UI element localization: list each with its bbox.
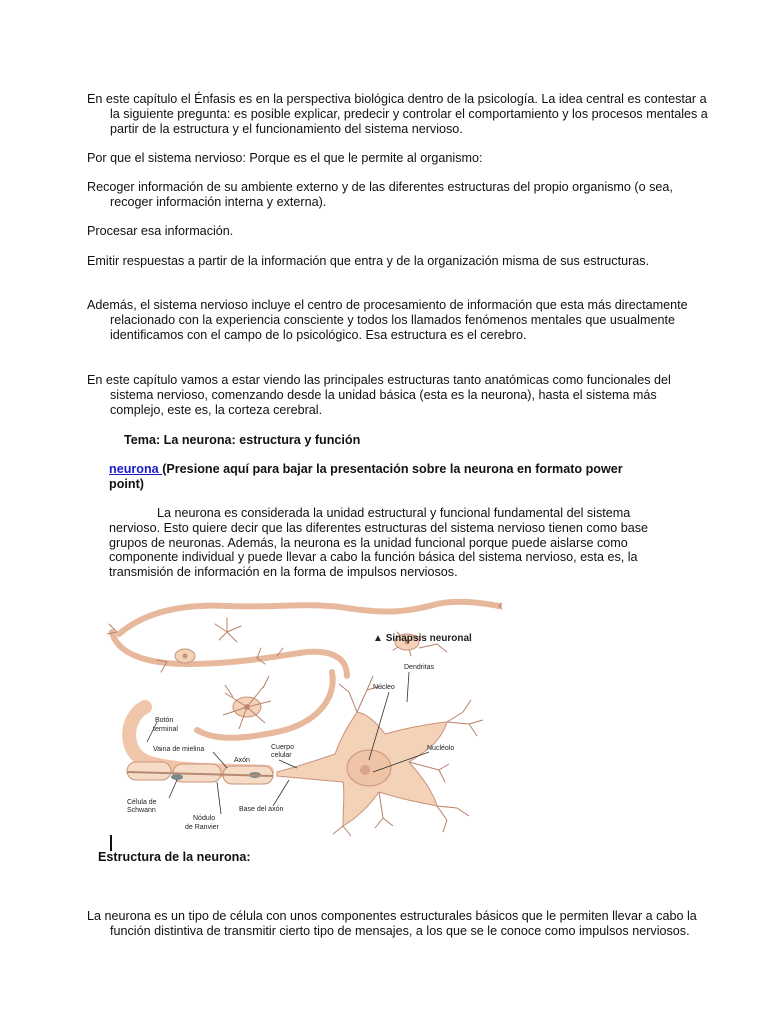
celula-label: Célula de xyxy=(127,799,157,806)
intro-paragraph: En este capítulo el Énfasis es en la perspectiva biológica dentro de la psicología. La idea central es contestar a la siguiente pregunta: es posible explicar, predecir y controlar el comportamiento y los procesos mentales a partir de la estructura y el funcionamiento del sistema nervioso. xyxy=(87,92,708,136)
sinapsis-arrow-icon: ▲ xyxy=(373,633,386,644)
dendritas-label: Dendritas xyxy=(404,664,434,671)
neuron-definition-paragraph: La neurona es considerada la unidad estructural y funcional fundamental del sistema nervioso. Esto quiere decir que las diferentes estructuras del sistema nervioso tienen como base grupos de neuronas. Además, la neurona es la unidad funcional porque puede aislarse como componente individual y puede llevar a cabo la función básica del sistema nervioso, esta es, la transmisión de información en la forma de impulsos nerviosos. xyxy=(109,506,649,580)
ranvier-label: de Ranvier xyxy=(185,824,219,831)
text-cursor xyxy=(110,835,112,851)
chapter-overview-paragraph: En este capítulo vamos a estar viendo las principales estructuras tanto anatómicas como funcionales del sistema nervioso, comenzando desde la unidad básica (esta es la neurona), hasta el sistema más complejo, este es, la corteza cerebral. xyxy=(87,373,671,417)
topic-heading: Tema: La neurona: estructura y función xyxy=(124,433,361,447)
collect-info-paragraph: Recoger información de su ambiente externo y de las diferentes estructuras del propio organismo (o sea, recoger información interna y externa). xyxy=(87,180,673,209)
why-nervous-system-paragraph: Por que el sistema nervioso: Porque es el que le permite al organismo: xyxy=(87,151,483,165)
emit-responses-paragraph: Emitir respuestas a partir de la información que entra y de la organización misma de sus estructuras. xyxy=(87,254,650,268)
base-axon-label: Base del axón xyxy=(239,806,284,813)
presentation-link-line xyxy=(109,462,649,492)
vaina-label: Vaina de mielina xyxy=(153,746,205,753)
top-axon xyxy=(119,602,499,634)
neuron-diagram xyxy=(107,592,502,837)
cuerpo-label: Cuerpo xyxy=(271,744,294,751)
axon-label: Axón xyxy=(234,757,250,764)
boton-label: Botón xyxy=(155,717,174,724)
middle-loop-axon xyxy=(197,672,333,738)
upper-loop-axon xyxy=(112,632,347,676)
nucleolo-label: Nucléolo xyxy=(427,745,455,752)
brain-paragraph: Además, el sistema nervioso incluye el centro de procesamiento de información que esta más directamente relacionado con la experiencia consciente y todos los llamados fenómenos mentales que usualmente identificamos con el campo de lo psicológico. Esa estructura es el cerebro. xyxy=(87,298,688,342)
schwann-label: Schwann xyxy=(127,807,156,814)
terminal-label: terminal xyxy=(153,726,178,733)
nodulo-label: Nódulo xyxy=(193,815,216,822)
section-heading: Estructura de la neurona: xyxy=(98,850,251,864)
sinapsis-label xyxy=(373,633,472,644)
celular-label: celular xyxy=(271,752,292,759)
sinapsis-text: Sinapsis neuronal xyxy=(385,633,472,644)
cell-body xyxy=(277,676,483,836)
presentation-link-note: (Presione aquí para bajar la presentación sobre la neurona en formato power point) xyxy=(109,462,623,491)
nucleo-label: Núcleo xyxy=(373,684,395,691)
neurona-link[interactable]: neurona xyxy=(109,462,163,476)
neuron-components-paragraph: La neurona es un tipo de célula con unos componentes estructurales básicos que le permiten llevar a cabo la función distintiva de transmitir cierto tipo de mensajes, a los que se le conoce como impulsos nerviosos. xyxy=(87,909,697,938)
process-info-paragraph: Procesar esa información. xyxy=(87,224,234,238)
